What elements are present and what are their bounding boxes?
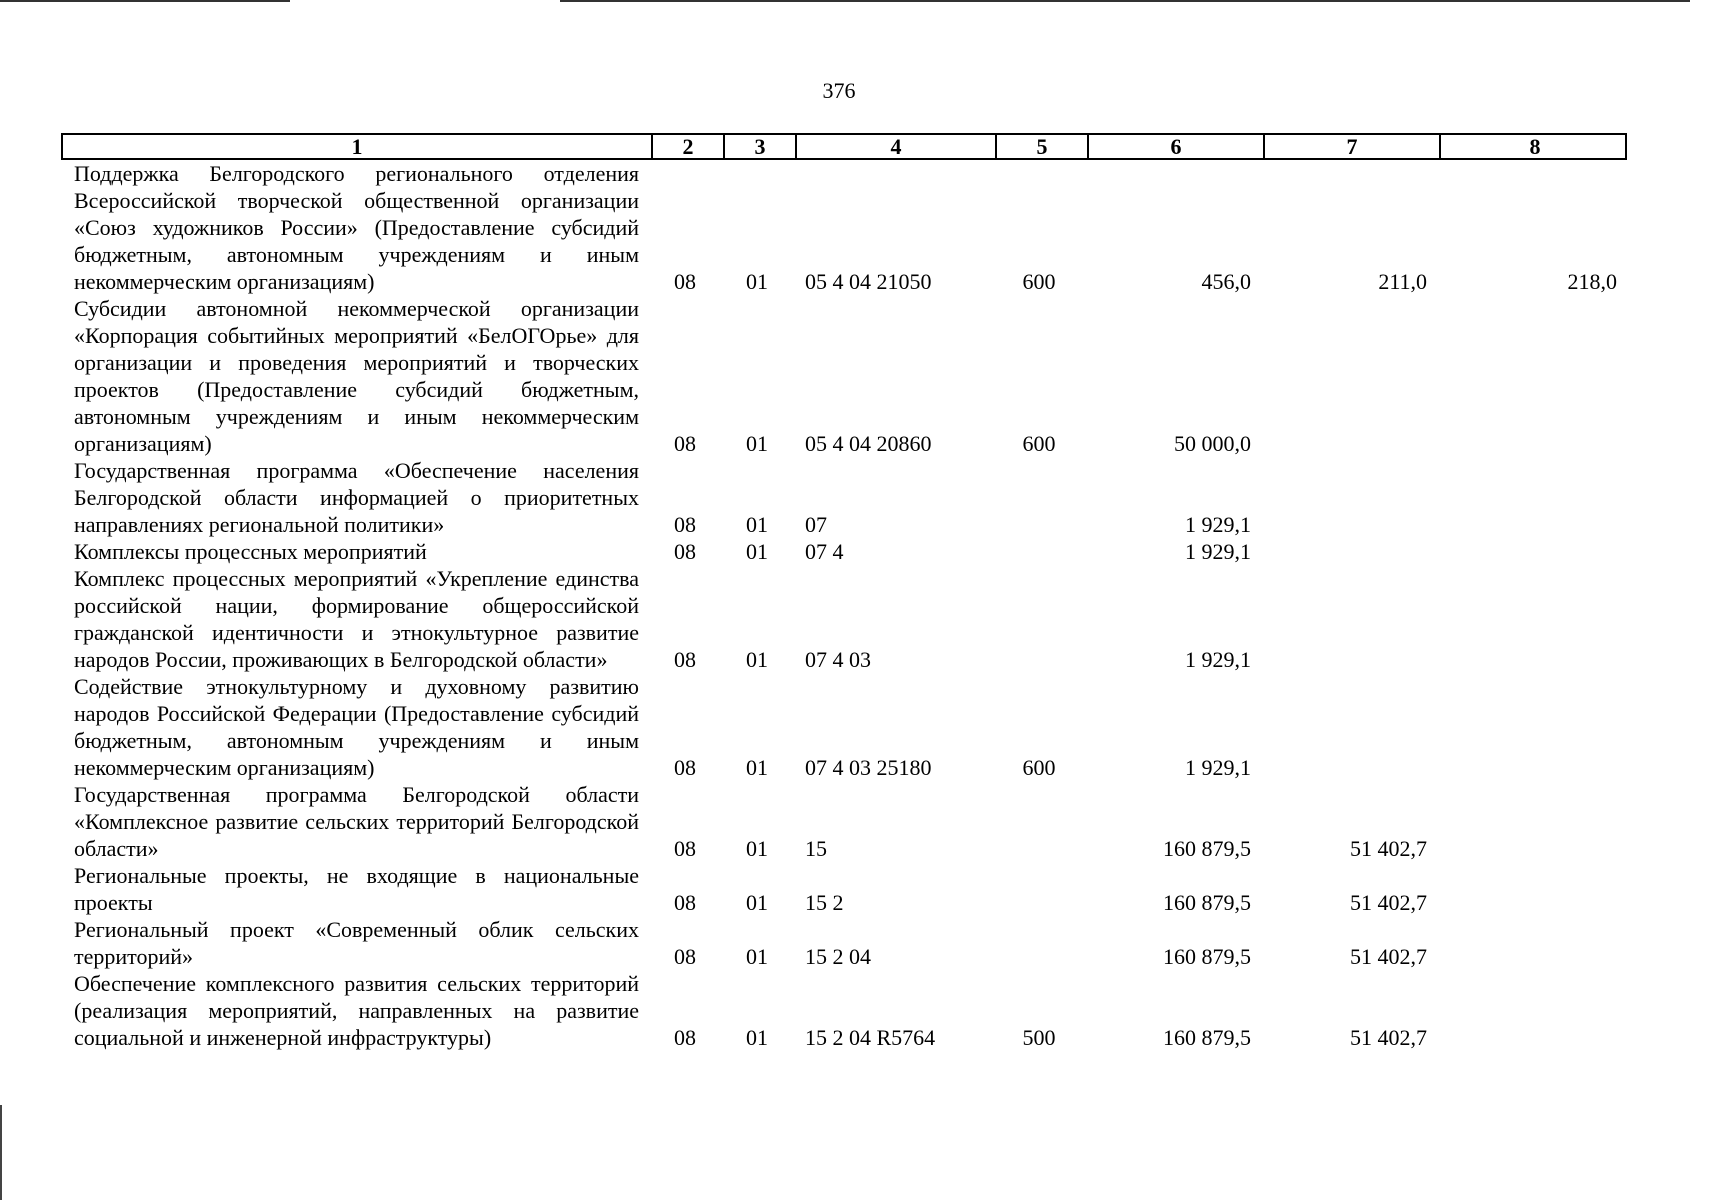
row-sum-2: 51 402,7: [1350, 890, 1427, 915]
row-target-code: 07 4 03 25180: [805, 755, 932, 780]
table-body: [61, 160, 1627, 1051]
table-row: [61, 673, 1627, 781]
table-row: [61, 295, 1627, 457]
table-row: [61, 538, 1627, 565]
table-row: [61, 970, 1627, 1051]
row-name: Комплексы процессных мероприятий: [74, 539, 427, 564]
row-sum-1: 50 000,0: [1174, 431, 1251, 456]
table-row: [61, 916, 1627, 970]
row-subsection: 01: [746, 512, 768, 537]
row-sum-1: 1 929,1: [1185, 539, 1251, 564]
row-section: 08: [674, 836, 696, 861]
row-expense-type: 600: [1022, 755, 1056, 780]
row-name: Обеспечение комплексного развития сельских территорий (реализация мероприятий, направленных на развитие социальной и инженерной инфраструктуры): [74, 971, 639, 1050]
row-section: 08: [674, 1025, 696, 1050]
row-section: 08: [674, 890, 696, 915]
header-col-1: 1: [351, 134, 363, 159]
table-row: [61, 457, 1627, 538]
row-sum-1: 1 929,1: [1185, 755, 1251, 780]
row-section: 08: [674, 755, 696, 780]
row-subsection: 01: [746, 269, 768, 294]
row-target-code: 15 2 04 R5764: [805, 1025, 936, 1050]
table-row: [61, 781, 1627, 862]
row-name: Поддержка Белгородского регионального отделения Всероссийской творческой общественной организации «Союз художников России» (Предоставление субсидий бюджетным, автономным учреждениям и иным некоммерческим организациям): [74, 161, 639, 294]
row-target-code: 07 4: [805, 539, 844, 564]
row-sum-1: 160 879,5: [1163, 944, 1251, 969]
row-target-code: 07: [805, 512, 827, 537]
row-expense-type: 600: [1022, 431, 1056, 456]
row-subsection: 01: [746, 890, 768, 915]
row-name: Государственная программа «Обеспечение населения Белгородской области информацией о приоритетных направлениях региональной политики»: [74, 458, 639, 537]
row-name: Региональные проекты, не входящие в национальные проекты: [74, 863, 639, 915]
scan-edge-top-left: [0, 0, 290, 2]
scan-edge-left: [0, 1105, 2, 1200]
table-row: [61, 565, 1627, 673]
row-sum-1: 160 879,5: [1163, 836, 1251, 861]
row-section: 08: [674, 647, 696, 672]
row-sum-2: 51 402,7: [1350, 1025, 1427, 1050]
row-subsection: 01: [746, 755, 768, 780]
row-sum-1: 456,0: [1201, 269, 1251, 294]
row-subsection: 01: [746, 944, 768, 969]
row-expense-type: 500: [1022, 1025, 1056, 1050]
header-col-6: 6: [1087, 135, 1263, 159]
row-target-code: 05 4 04 20860: [805, 431, 932, 456]
row-target-code: 07 4 03: [805, 647, 871, 672]
row-section: 08: [674, 431, 696, 456]
header-col-2: 2: [651, 135, 723, 159]
row-target-code: 15 2: [805, 890, 844, 915]
row-sum-2: 211,0: [1378, 269, 1427, 294]
row-section: 08: [674, 512, 696, 537]
header-col-4: 4: [795, 135, 995, 159]
budget-table: [61, 133, 1627, 1051]
row-subsection: 01: [746, 836, 768, 861]
row-name: Содействие этнокультурному и духовному развитию народов Российской Федерации (Предоставление субсидий бюджетным, автономным учреждениям и иным некоммерческим организациям): [74, 674, 639, 780]
row-expense-type: 600: [1022, 269, 1056, 294]
row-sum-1: 160 879,5: [1163, 1025, 1251, 1050]
row-sum-1: 1 929,1: [1185, 512, 1251, 537]
table-header: [61, 133, 1627, 160]
row-section: 08: [674, 539, 696, 564]
row-sum-2: 51 402,7: [1350, 944, 1427, 969]
row-name: Комплекс процессных мероприятий «Укрепление единства российской нации, формирование общероссийской гражданской идентичности и этнокультурное развитие народов России, проживающих в Белгородской области»: [74, 566, 639, 672]
row-sum-3: 218,0: [1567, 269, 1617, 294]
row-subsection: 01: [746, 539, 768, 564]
row-section: 08: [674, 269, 696, 294]
row-subsection: 01: [746, 647, 768, 672]
header-col-5: 5: [995, 135, 1087, 159]
table-row: [61, 862, 1627, 916]
row-subsection: 01: [746, 431, 768, 456]
header-col-3: 3: [723, 135, 795, 159]
row-section: 08: [674, 944, 696, 969]
row-target-code: 15 2 04: [805, 944, 871, 969]
scan-edge-top-right: [560, 0, 1690, 2]
row-sum-1: 1 929,1: [1185, 647, 1251, 672]
row-sum-1: 160 879,5: [1163, 890, 1251, 915]
header-col-7: 7: [1263, 135, 1439, 159]
header-col-8: 8: [1439, 135, 1629, 159]
row-target-code: 05 4 04 21050: [805, 269, 932, 294]
row-sum-2: 51 402,7: [1350, 836, 1427, 861]
row-subsection: 01: [746, 1025, 768, 1050]
row-target-code: 15: [805, 836, 827, 861]
page-number: 376: [822, 78, 856, 103]
row-name: Государственная программа Белгородской области «Комплексное развитие сельских территорий Белгородской области»: [74, 782, 639, 861]
row-name: Региональный проект «Современный облик сельских территорий»: [74, 917, 639, 969]
table-row: [61, 160, 1627, 295]
row-name: Субсидии автономной некоммерческой организации «Корпорация событийных мероприятий «БелОГОрье» для организации и проведения мероприятий и творческих проектов (Предоставление субсидий бюджетным, автономным учреждениям и иным некоммерческим организациям): [74, 296, 639, 456]
